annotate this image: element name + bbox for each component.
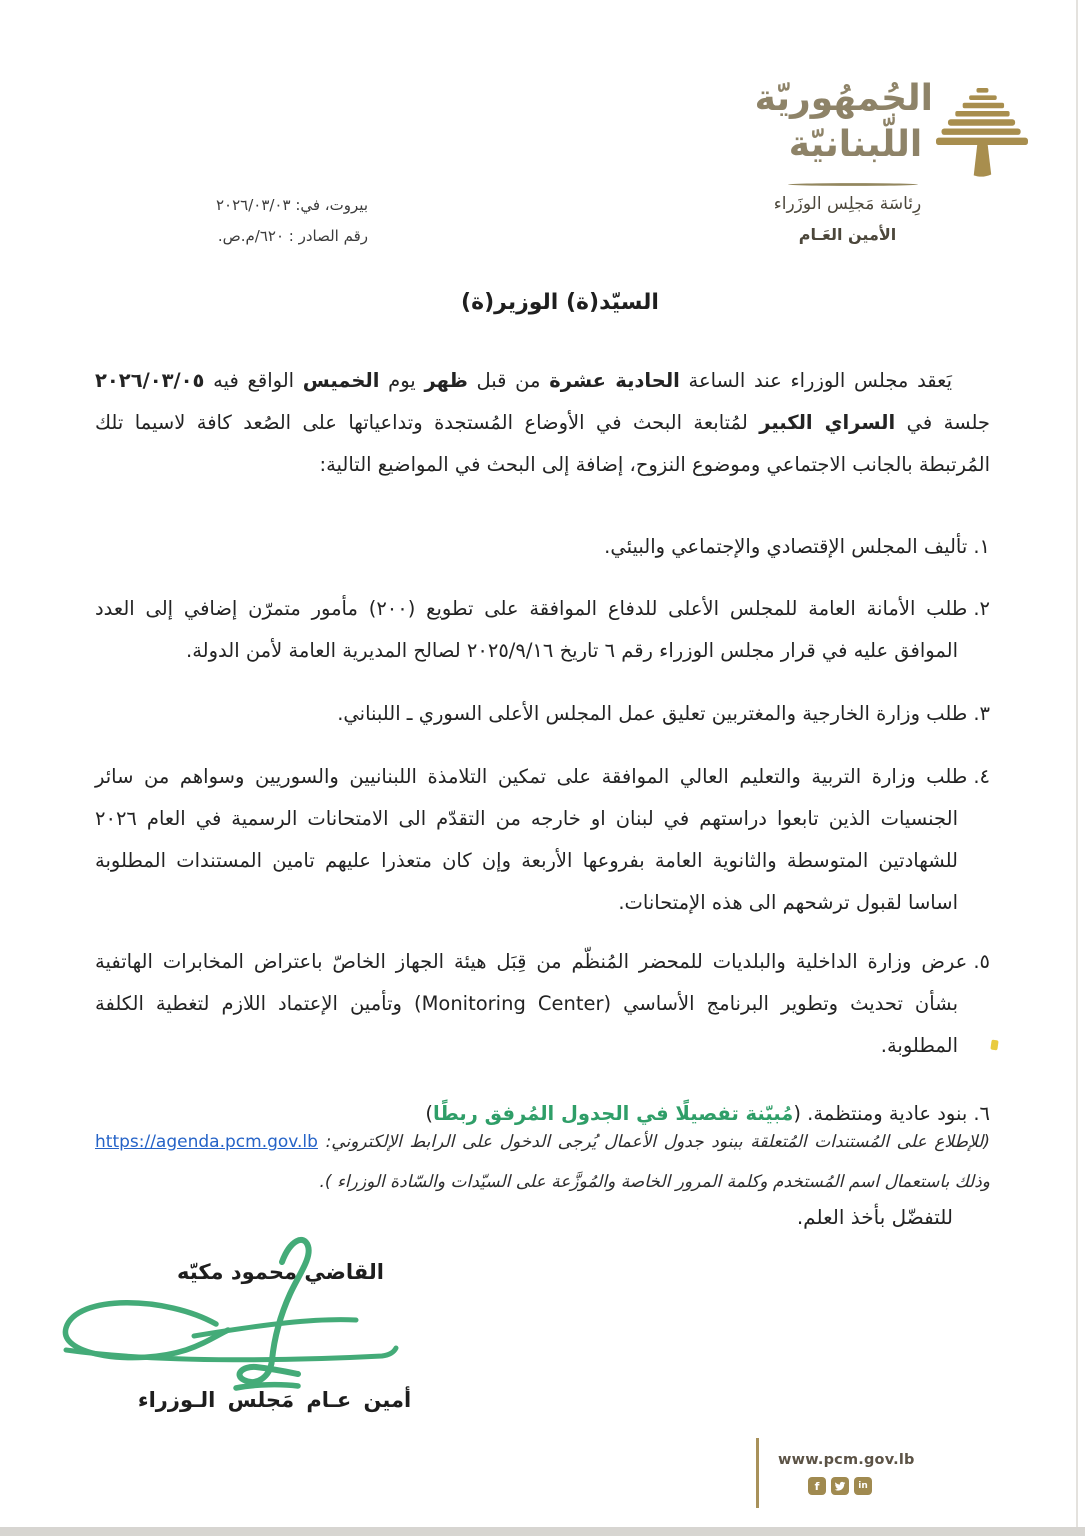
reference-number: رقم الصادر : ٦٢٠/م.ص. [217,227,368,245]
agenda-item-text: عرض وزارة الداخلية والبلديات للمحضر المُنظّم من قِبَل هيئة الجهاز الخاصّ باعتراض المخابرات الهاتفية بشأن تحديث وتطوير البرنامج الأساسي (Monitoring Center) وتأمين الإعتماد اللازم لتغطية الكلفة المطلوبة. [95,950,968,1057]
secretary-general-label: الأمين العَـام [798,225,897,244]
agenda-item-number: ٢. [973,597,990,620]
office-name: رِئاسَة مَجلِس الوزَراء [773,194,922,214]
letterhead-divider [788,183,918,186]
agenda-item-number: ١. [973,535,990,558]
republic-line1: الجُمهُوريّة [754,78,933,119]
agenda-item-4 [95,756,990,924]
note-text-before-link: (للإطلاع على المُستندات المُتعلقة ببنود جدول الأعمال يُرجى الدخول على الرابط الإلكتروني: [317,1132,990,1152]
agenda-portal-link[interactable]: https://agenda.pcm.gov.lb [95,1132,318,1152]
scan-bottom-strip [0,1527,1085,1536]
agenda-item-text: طلب الأمانة العامة للمجلس الأعلى للدفاع الموافقة على تطويع (٢٠٠) مأمور متمرّن إضافي إلى العدد الموافق عليه في قرار مجلس الوزراء رقم ٦ تاريخ ٢٠٢٥/٩/١٦ لصالح المديرية العامة لأمن الدولة. [95,597,968,662]
closing-phrase: للتفضّل بأخذ العلم. [796,1205,953,1229]
intro-text: يَعقد مجلس الوزراء عند الساعة [679,369,953,392]
republic-line2: اللّبنانيّة [788,124,923,166]
facebook-icon[interactable]: f [808,1477,826,1495]
salutation: السيّد(ة) الوزير(ة) [461,290,659,315]
cedar-tree-icon [936,86,1028,182]
intro-text: جلسة في [895,411,990,434]
signatory-name: القاضي محمود مكيّه [177,1260,384,1284]
agenda-item-text: طلب وزارة التربية والتعليم العالي الموافقة على تمكين التلامذة اللبنانيين والسوريين وسواهم من سائر الجنسيات الذين تابعوا دراستهم في لبنان او خارجه من التقدّم الى الامتحانات الرسمية في العام ٢٠٢٦ للشهادتين المتوسطة والثانوية العامة بفروعها الأربعة وإن كان متعذرا عليهم تامين المستندات المطلوبة اساسا لقبول ترشحهم الى هذه الإمتحانات. [95,765,968,914]
linkedin-icon[interactable]: in [854,1477,872,1495]
agenda-item-text: ) [425,1102,433,1125]
agenda-item-number: ٥. [973,950,990,973]
intro-text: من قبل [467,369,550,392]
agenda-item-5 [95,941,990,1067]
signatory-role: أمين عـام مَجلس الـوزراء [137,1388,412,1412]
agenda-item-number: ٣. [973,702,990,725]
intro-paragraph [95,360,990,486]
footer-website: www.pcm.gov.lb [778,1452,915,1468]
agenda-item-3 [95,693,990,735]
agenda-access-note [95,1122,990,1202]
agenda-item-text: طلب وزارة الخارجية والمغتربين تعليق عمل المجلس الأعلى السوري ـ اللبناني. [337,702,968,725]
intro-text: لمُتابعة البحث في الأوضاع المُستجدة وتداعياتها على الصُعد كافة لاسيما تلك المُرتبطة بالجانب الاجتماعي وموضوع النزوح، إضافة إلى البحث في المواضيع التالية: [95,411,990,476]
handwritten-signature [46,1232,438,1404]
agenda-item-2 [95,588,990,672]
footer-divider [756,1438,759,1508]
note-text-after-link: وذلك باستعمال اسم المُستخدم وكلمة المرور الخاصة والمُوزَّعة على السيّدات والسّادة الوزراء ). [319,1172,990,1192]
yellow-highlight-mark [990,1040,998,1051]
city-date: بيروت، في: ٢٠٢٦/٠٣/٠٣ [215,196,368,214]
intro-bold-place: السراي الكبير [759,411,896,434]
agenda-item-number: ٦. [973,1102,990,1125]
letterhead [754,72,1040,262]
intro-text: يوم [379,369,425,392]
intro-bold-noon: ظهر [424,369,468,392]
letter-body [95,360,990,1135]
agenda-item-6-highlight: مُبيّنة تفصيلًا في الجدول المُرفق ربطًا [433,1102,794,1125]
agenda-item-text: تأليف المجلس الإقتصادي والإجتماعي والبيئي. [604,535,968,558]
agenda-item-1 [95,526,990,568]
scan-edge-line [1076,0,1078,1536]
republic-calligraphy [754,76,933,168]
intro-bold-time: الحادية عشرة [549,369,680,392]
date-reference-block [120,190,368,252]
intro-text: الواقع فيه [204,369,303,392]
twitter-icon[interactable] [831,1477,849,1495]
intro-bold-date: ٢٠٢٦/٠٣/٠٥ [95,369,205,392]
agenda-item-number: ٤. [973,765,990,788]
footer-social-icons [778,1477,902,1495]
intro-bold-day: الخميس [302,369,380,392]
agenda-item-text: بنود عادية ومنتظمة. ( [793,1102,968,1125]
